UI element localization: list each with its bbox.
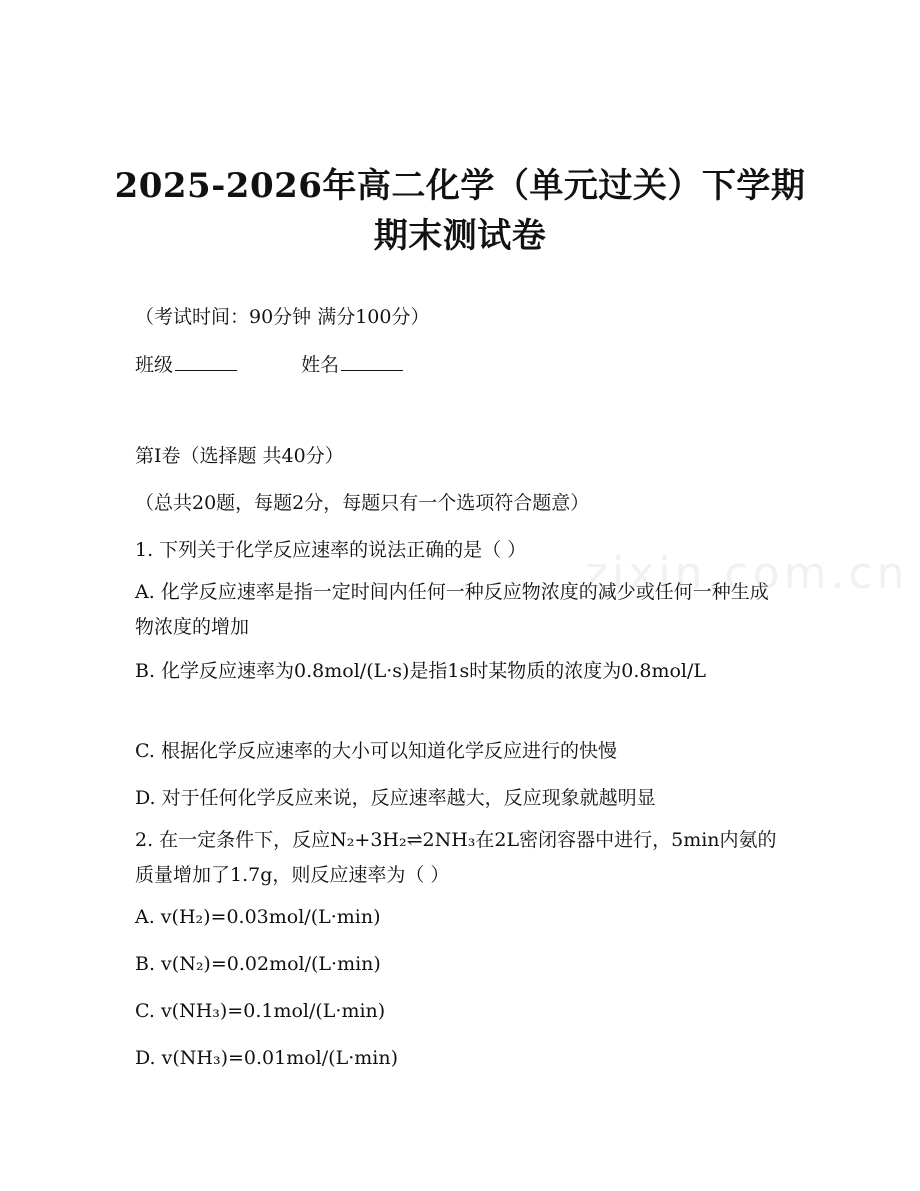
- class-blank[interactable]: [175, 352, 237, 371]
- name-blank[interactable]: [341, 352, 403, 371]
- class-label: 班级: [135, 354, 174, 376]
- section-note: （总共20题，每题2分，每题只有一个选项符合题意）: [135, 492, 590, 514]
- document-title-line-2: 期末测试卷: [373, 216, 547, 256]
- question-2-option-d: D. v(NH₃)=0.01mol/(L·min): [135, 1047, 398, 1069]
- question-1-stem: 1. 下列关于化学反应速率的说法正确的是（ ）: [135, 539, 527, 561]
- section-heading: 第Ⅰ卷（选择题 共40分）: [135, 445, 344, 467]
- question-1-option-b: B. 化学反应速率为0.8mol/(L·s)是指1s时某物质的浓度为0.8mol/L: [135, 660, 707, 682]
- question-1-option-c: C. 根据化学反应速率的大小可以知道化学反应进行的快慢: [135, 740, 617, 762]
- question-2-option-c: C. v(NH₃)=0.1mol/(L·min): [135, 1000, 386, 1022]
- student-info-row: [135, 350, 403, 377]
- exam-info: （考试时间：90分钟 满分100分）: [135, 306, 430, 328]
- watermark: zixin.com.cn: [585, 548, 909, 599]
- question-2-stem: 2. 在一定条件下，反应N₂+3H₂⇌2NH₃在2L密闭容器中进行，5min内氨的质量增加了1.7g，则反应速率为（ ）: [135, 829, 777, 886]
- question-1-option-a: A. 化学反应速率是指一定时间内任何一种反应物浓度的减少或任何一种生成物浓度的增加: [135, 581, 769, 638]
- document-title-line-1: 2025-2026年高二化学（单元过关）下学期: [114, 166, 806, 206]
- question-1-option-d: D. 对于任何化学反应来说，反应速率越大，反应现象就越明显: [135, 787, 656, 809]
- question-2-option-a: A. v(H₂)=0.03mol/(L·min): [135, 906, 381, 928]
- name-label: 姓名: [301, 354, 340, 376]
- question-2-option-b: B. v(N₂)=0.02mol/(L·min): [135, 953, 381, 975]
